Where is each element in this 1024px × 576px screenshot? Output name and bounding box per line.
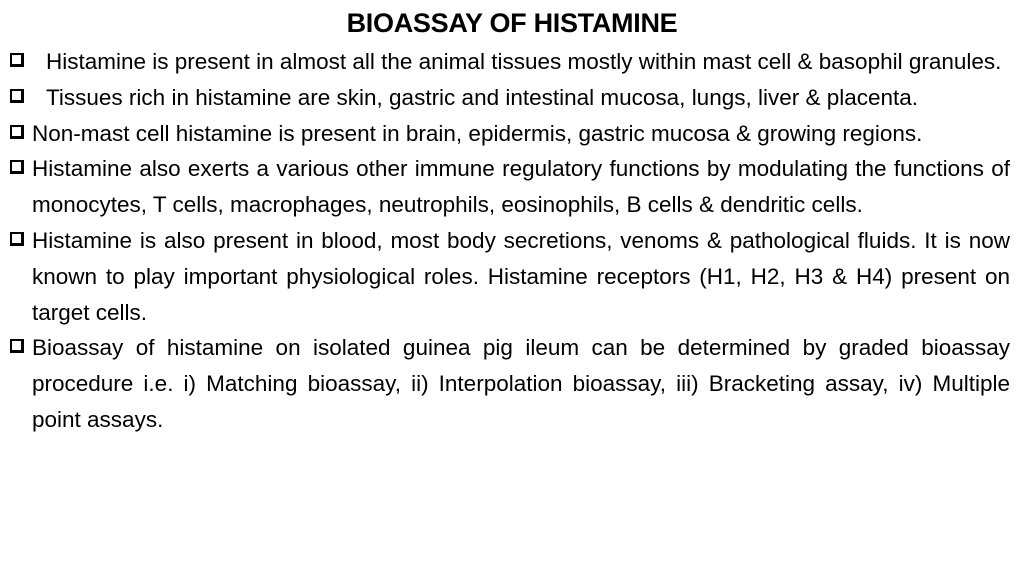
- square-bullet-icon: [10, 160, 24, 174]
- square-bullet-icon: [10, 232, 24, 246]
- square-bullet-icon: [10, 53, 24, 67]
- bullet-list: [8, 44, 1010, 438]
- bullet-item: [8, 80, 1010, 116]
- square-bullet-icon: [10, 125, 24, 139]
- bullet-text: Histamine also exerts a various other immune regulatory functions by modulating the functions of monocytes, T cells, macrophages, neutrophils, eosinophils, B cells & dendritic cells.: [32, 156, 1010, 218]
- bullet-text: Non-mast cell histamine is present in brain, epidermis, gastric mucosa & growing regions.: [32, 120, 923, 146]
- bullet-text: Histamine is also present in blood, most body secretions, venoms & pathological fluids. It is now known to play important physiological roles. Histamine receptors (H1, H2, H3 & H4) present on target cells.: [32, 227, 1010, 325]
- bullet-text: Bioassay of histamine on isolated guinea pig ileum can be determined by graded bioassay procedure i.e. i) Matching bioassay, ii) Interpolation bioassay, iii) Bracketing assay, iv) Multiple point assays.: [32, 335, 1010, 432]
- bullet-text: Tissues rich in histamine are skin, gastric and intestinal mucosa, lungs, liver & placenta.: [46, 84, 919, 110]
- bullet-text: Histamine is present in almost all the animal tissues mostly within mast cell & basophil granules.: [46, 49, 1002, 74]
- bullet-item: [8, 116, 1010, 152]
- square-bullet-icon: [10, 339, 24, 353]
- bullet-item: [8, 44, 1010, 80]
- bullet-item: [8, 330, 1010, 437]
- slide-title: BIOASSAY OF HISTAMINE: [346, 8, 678, 38]
- square-bullet-icon: [10, 89, 24, 103]
- bullet-item: [8, 223, 1010, 330]
- bullet-item: [8, 151, 1010, 223]
